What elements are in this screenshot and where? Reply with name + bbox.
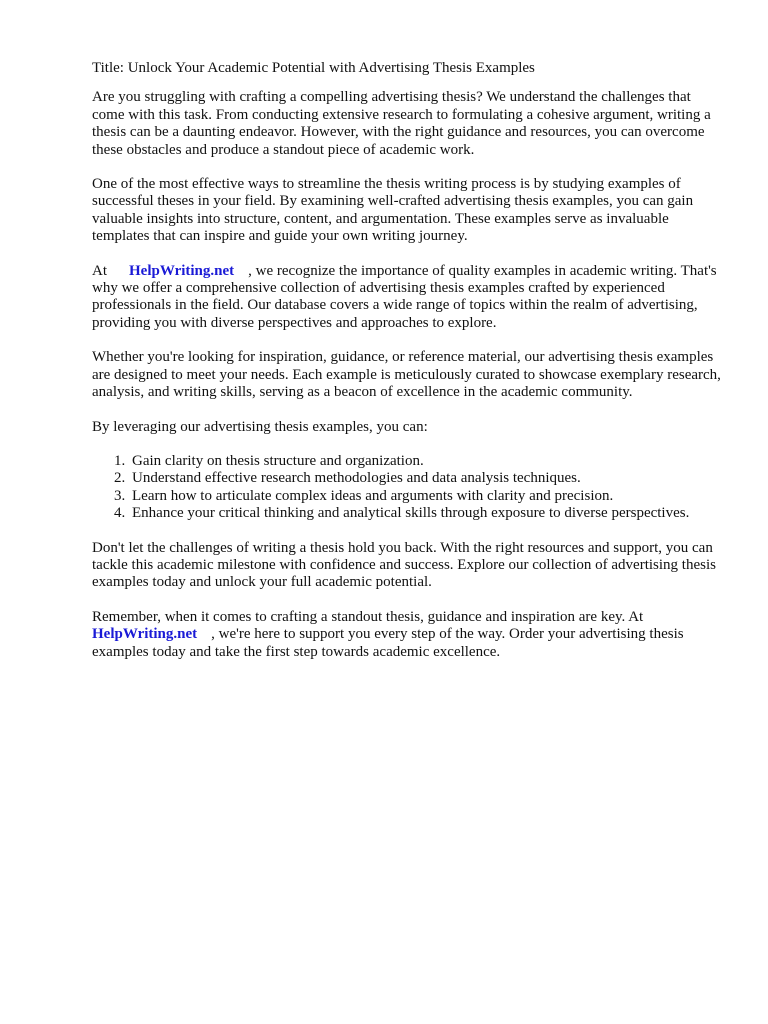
service-paragraph	[92, 263, 722, 333]
benefits-list	[92, 453, 722, 523]
closing-paragraph-suffix: , we're here to support you every step of the way. Order your advertising thesis examples today and take the first step towards academic excellence.	[92, 626, 684, 660]
needs-paragraph: Whether you're looking for inspiration, guidance, or reference material, our advertising thesis examples are designed to meet your needs. Each example is meticulously curated to showcase exemplary research, analysis, and writing skills, serving as a beacon of excellence in the academic community.	[92, 349, 721, 401]
intro-paragraph: Are you struggling with crafting a compelling advertising thesis? We understand the challenges that come with this task. From conducting extensive research to formulating a cohesive argument, writing a thesis can be a daunting endeavor. However, with the right guidance and resources, you can overcome these obstacles and produce a standout piece of academic work.	[92, 89, 711, 158]
helpwriting-link[interactable]: HelpWriting.net	[129, 262, 235, 279]
list-item: 1. Gain clarity on thesis structure and organization.	[129, 453, 722, 470]
benefits-intro: By leveraging our advertising thesis examples, you can:	[92, 418, 428, 435]
list-item: 2. Understand effective research methodologies and data analysis techniques.	[129, 470, 722, 487]
service-paragraph-prefix: At	[92, 262, 107, 279]
closing-paragraph-prefix: Remember, when it comes to crafting a standout thesis, guidance and inspiration are key. At	[92, 608, 644, 625]
examples-paragraph: One of the most effective ways to streamline the thesis writing process is by studying examples of successful theses in your field. By examining well-crafted advertising thesis examples, you can gain valuable insights into structure, content, and argumentation. These examples serve as invaluable templates that can inspire and guide your own writing journey.	[92, 176, 694, 245]
document-page	[92, 60, 722, 678]
list-item: 4. Enhance your critical thinking and analytical skills through exposure to diverse perspectives.	[129, 505, 722, 522]
document-title: Title: Unlock Your Academic Potential with Advertising Thesis Examples	[92, 60, 535, 76]
encouragement-paragraph: Don't let the challenges of writing a thesis hold you back. With the right resources and support, you can tackle this academic milestone with confidence and success. Explore our collection of advertising thesis examples today and unlock your full academic potential.	[92, 539, 716, 591]
service-paragraph-suffix: , we recognize the importance of quality examples in academic writing. That's why we offer a comprehensive collection of advertising thesis examples crafted by experienced professionals in the field. Our database covers a wide range of topics within the realm of advertising, providing you with diverse perspectives and approaches to explore.	[92, 262, 717, 331]
helpwriting-link-closing[interactable]: HelpWriting.net	[92, 626, 198, 643]
closing-paragraph	[92, 609, 722, 661]
list-item: 3. Learn how to articulate complex ideas and arguments with clarity and precision.	[129, 488, 722, 505]
